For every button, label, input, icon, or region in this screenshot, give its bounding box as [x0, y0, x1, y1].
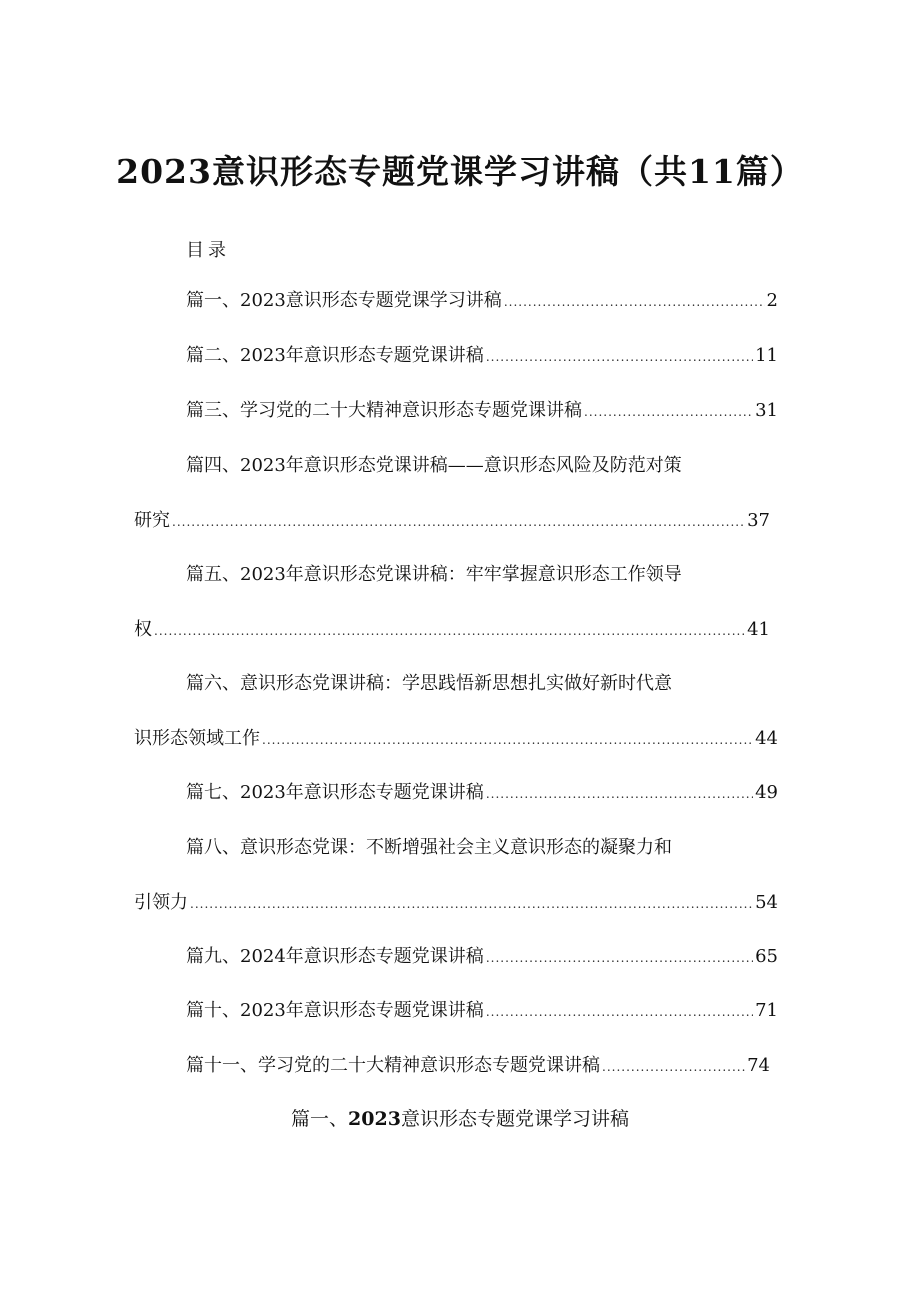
- toc-entry-label: 篇七、2023年意识形态专题党课讲稿: [186, 782, 484, 803]
- toc-entry-7[interactable]: [186, 778, 778, 804]
- toc-entry-9[interactable]: [186, 942, 778, 968]
- toc-entry-8[interactable]: [134, 888, 778, 914]
- toc-leader-dots: [154, 624, 745, 638]
- toc-leader-dots: [584, 405, 753, 419]
- toc-leader-dots: [602, 1060, 745, 1074]
- toc-leader-dots: [504, 295, 765, 309]
- toc-entry-page: 41: [747, 619, 770, 640]
- toc-entry-page: 54: [755, 892, 778, 913]
- toc-entry-page: 31: [755, 400, 778, 421]
- toc-entry-page: 65: [755, 946, 778, 967]
- toc-entry-page: 74: [747, 1055, 770, 1076]
- toc-entry-label: 篇十、2023年意识形态专题党课讲稿: [186, 1000, 484, 1021]
- toc-entry-label: 引领力: [134, 892, 188, 913]
- toc-entry-page: 49: [755, 782, 778, 803]
- toc-entry-5-line1[interactable]: 篇五、2023年意识形态党课讲稿：牢牢掌握意识形态工作领导: [186, 564, 682, 585]
- toc-heading: 目录: [186, 240, 230, 261]
- toc-entry-4-line1[interactable]: 篇四、2023年意识形态党课讲稿——意识形态风险及防范对策: [186, 455, 682, 476]
- toc-entry-label: 篇九、2024年意识形态专题党课讲稿: [186, 946, 484, 967]
- section-heading-prefix: 篇一、: [291, 1108, 349, 1130]
- toc-entry-label: 篇十一、学习党的二十大精神意识形态专题党课讲稿: [186, 1055, 600, 1076]
- toc-entry-11[interactable]: [186, 1051, 770, 1077]
- section-heading: [0, 1104, 920, 1131]
- toc-entry-8-line1[interactable]: 篇八、意识形态党课：不断增强社会主义意识形态的凝聚力和: [186, 837, 672, 858]
- toc-entry-10[interactable]: [186, 996, 778, 1022]
- toc-leader-dots: [486, 1005, 753, 1019]
- toc-entry-4[interactable]: [134, 506, 770, 532]
- toc-entry-label: 篇一、2023意识形态专题党课学习讲稿: [186, 290, 502, 311]
- toc-entry-label: 权: [134, 619, 152, 640]
- section-heading-suffix: 意识形态专题党课学习讲稿: [400, 1108, 629, 1130]
- toc-leader-dots: [486, 787, 753, 801]
- document-title: 2023意识形态专题党课学习讲稿（共11篇）: [116, 152, 804, 191]
- toc-entry-2[interactable]: [186, 341, 778, 367]
- toc-leader-dots: [486, 951, 753, 965]
- toc-entry-6[interactable]: [134, 724, 778, 750]
- toc-entry-label: 篇二、2023年意识形态专题党课讲稿: [186, 345, 484, 366]
- toc-entry-label: 识形态领域工作: [134, 728, 260, 749]
- toc-leader-dots: [262, 733, 753, 747]
- toc-entry-label: 研究: [134, 510, 170, 531]
- toc-leader-dots: [190, 897, 753, 911]
- toc-entry-page: 37: [747, 510, 770, 531]
- toc-entry-page: 11: [755, 345, 778, 366]
- toc-entry-5[interactable]: [134, 615, 770, 641]
- toc-entry-page: 71: [755, 1000, 778, 1021]
- toc-entry-1[interactable]: [186, 286, 778, 312]
- toc-entry-page: 2: [766, 290, 778, 311]
- toc-entry-label: 篇三、学习党的二十大精神意识形态专题党课讲稿: [186, 400, 582, 421]
- section-heading-number: 2023: [348, 1108, 401, 1130]
- toc-entry-6-line1[interactable]: 篇六、意识形态党课讲稿：学思践悟新思想扎实做好新时代意: [186, 673, 672, 694]
- toc-leader-dots: [172, 515, 745, 529]
- toc-entry-page: 44: [755, 728, 778, 749]
- toc-leader-dots: [486, 350, 753, 364]
- toc-entry-3[interactable]: [186, 396, 778, 422]
